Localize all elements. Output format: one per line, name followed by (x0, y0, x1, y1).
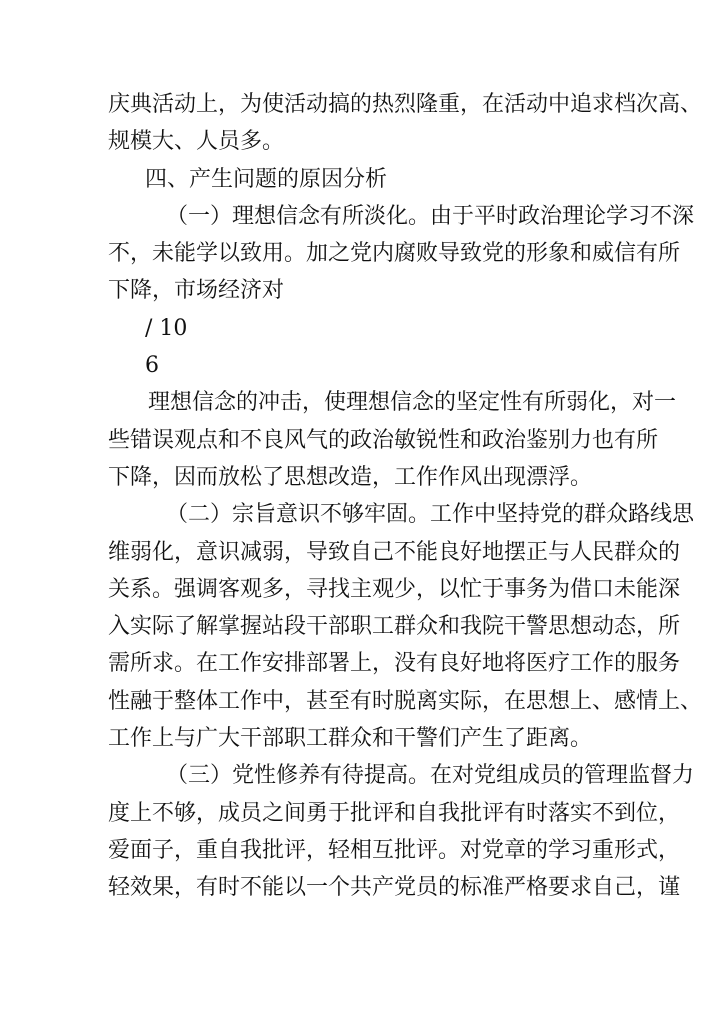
text-line: 些错误观点和不良风气的政治敏锐性和政治鉴别力也有所 (108, 427, 659, 453)
text-line: （三）党性修养有待提高。在对党组成员的管理监督力 (166, 763, 695, 789)
text-line: 6 (145, 353, 159, 379)
text-line: 不，未能学以致用。加之党内腐败导致党的形象和威信有所 (108, 241, 681, 267)
text-line: 四、产生问题的原因分析 (145, 166, 388, 192)
text-line: 规模大、人员多。 (108, 129, 285, 155)
text-line: 入实际了解掌握站段干部职工群众和我院干警思想动态，所 (108, 614, 681, 640)
text-line: 庆典活动上，为使活动搞的热烈隆重，在活动中追求档次高、 (108, 92, 703, 117)
text-line: 轻效果，有时不能以一个共产党员的标准严格要求自己，谨 (108, 875, 681, 901)
text-line: 下降，因而放松了思想改造，工作作风出现漂浮。 (108, 464, 593, 490)
text-line: 关系。强调客观多，寻找主观少，以忙于事务为借口未能深 (108, 576, 681, 602)
document-page (108, 86, 703, 907)
text-line: （一）理想信念有所淡化。由于平时政治理论学习不深 (166, 203, 695, 229)
text-line: （二）宗旨意识不够牢固。工作中坚持党的群众路线思 (166, 502, 695, 528)
text-line: 下降，市场经济对 (108, 278, 285, 304)
text-line: 爱面子，重自我批评，轻相互批评。对党章的学习重形式， (108, 837, 681, 863)
text-line: 工作上与广大干部职工群众和干警们产生了距离。 (108, 726, 593, 752)
text-line: 度上不够，成员之间勇于批评和自我批评有时落实不到位， (108, 800, 681, 826)
text-line: 需所求。在工作安排部署上，没有良好地将医疗工作的服务 (108, 651, 681, 677)
text-line: 理想信念的冲击，使理想信念的坚定性有所弱化，对一 (148, 390, 677, 416)
text-line: 维弱化，意识减弱，导致自己不能良好地摆正与人民群众的 (108, 539, 681, 565)
text-line: 性融于整体工作中，甚至有时脱离实际，在思想上、感情上、 (108, 688, 703, 714)
text-line: / 10 (145, 315, 188, 341)
